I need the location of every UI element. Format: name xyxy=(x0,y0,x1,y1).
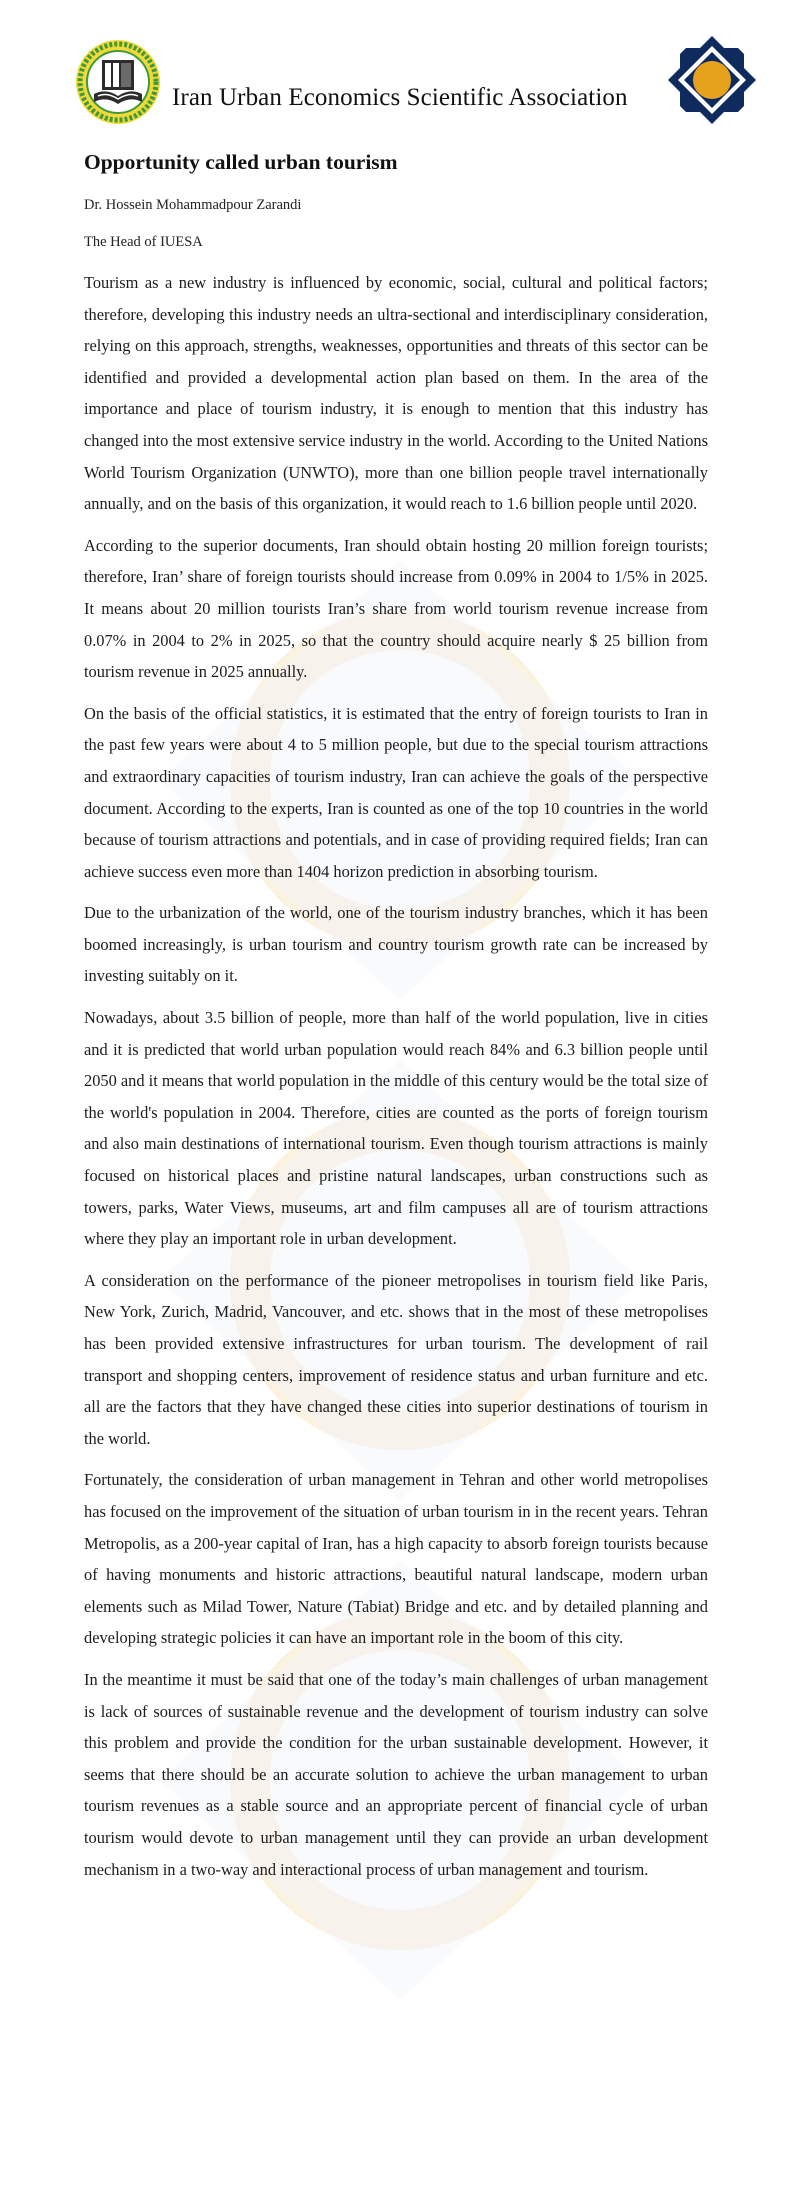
article-body xyxy=(84,142,708,1895)
page-header xyxy=(0,0,792,130)
author-role: The Head of IUESA xyxy=(84,234,203,250)
author-name: Dr. Hossein Mohammadpour Zarandi xyxy=(84,197,302,213)
paragraph-7: Fortunately, the consideration of urban management in Tehran and other world metropolises has focused on the improvement of the situation of urban tourism in in the recent years. Tehran Metropolis, as a 200-year capital of Iran, has a high capacity to absorb foreign tourists because of having monuments and historic attractions, beautiful natural landscape, modern urban elements such as Milad Tower, Nature (Tabiat) Bridge and etc. and by detailed planning and developing strategic policies it can have an important role in the boom of this city. xyxy=(84,1470,708,1648)
paragraph-3: On the basis of the official statistics, it is estimated that the entry of foreign tourists to Iran in the past few years were about 4 to 5 million people, but due to the special tourism attractions and extraordinary capacities of tourism industry, Iran can achieve the goals of the perspective document. According to the experts, Iran is counted as one of the top 10 countries in the world because of tourism attractions and potentials, and in case of providing required fields; Iran can achieve success even more than 1404 horizon prediction in absorbing tourism. xyxy=(84,703,708,881)
association-emblem-logo xyxy=(666,34,758,126)
article-title: Opportunity called urban tourism xyxy=(84,150,398,174)
paragraph-4: Due to the urbanization of the world, one of the tourism industry branches, which it has been boomed increasingly, is urban tourism and country tourism growth rate can be increased by investing suitably on it. xyxy=(84,903,708,986)
paragraph-1: Tourism as a new industry is influenced by economic, social, cultural and political factors; therefore, developing this industry needs an ultra-sectional and interdisciplinary consideration, relying on this approach, strengths, weaknesses, opportunities and threats of this sector can be identified and provided a developmental action plan based on them. In the area of the importance and place of tourism industry, it is enough to mention that this industry has changed into the most extensive service industry in the world. According to the United Nations World Tourism Organization (UNWTO), more than one billion people travel internationally annually, and on the basis of this organization, it would reach to 1.6 billion people until 2020. xyxy=(84,273,708,514)
paragraph-8: In the meantime it must be said that one of the today’s main challenges of urban management is lack of sources of sustainable revenue and the development of tourism industry can solve this problem and provide the condition for the urban sustainable development. However, it seems that there should be an accurate solution to achieve the urban management to urban tourism revenues as a stable source and an appropriate percent of financial cycle of urban tourism would devote to urban management until they can provide an urban development mechanism in a two-way and interactional process of urban management and tourism. xyxy=(84,1669,708,1879)
paragraph-5: Nowadays, about 3.5 billion of people, more than half of the world population, live in cities and it is predicted that world urban population would reach 84% and 6.3 billion people until 2050 and it means that world population in the middle of this century would be the total size of the world's population in 2004. Therefore, cities are counted as the ports of foreign tourism and also main destinations of international tourism. Even though tourism attractions is mainly focused on historical places and pristine natural landscapes, urban constructions such as towers, parks, Water Views, museums, art and film campuses all are of tourism attractions where they play an important role in urban development. xyxy=(84,1008,708,1249)
paragraph-2: According to the superior documents, Iran should obtain hosting 20 million foreign tourists; therefore, Iran’ share of foreign tourists should increase from 0.09% in 2004 to 1/5% in 2025. It means about 20 million tourists Iran’s share from world tourism revenue increase from 0.07% in 2004 to 2% in 2025, so that the country should acquire nearly $ 25 billion from tourism revenue in 2025 annually. xyxy=(84,535,708,682)
association-name: Iran Urban Economics Scientific Association xyxy=(172,84,628,111)
paragraph-6: A consideration on the performance of the pioneer metropolises in tourism field like Paris, New York, Zurich, Madrid, Vancouver, and etc. shows that in the most of these metropolises has been provided extensive infrastructures for urban tourism. The development of rail transport and shopping centers, improvement of residence status and urban furniture and etc. all are the factors that they have changed these cities into superior destinations of tourism in the world. xyxy=(84,1270,708,1448)
association-seal-logo xyxy=(74,38,162,126)
